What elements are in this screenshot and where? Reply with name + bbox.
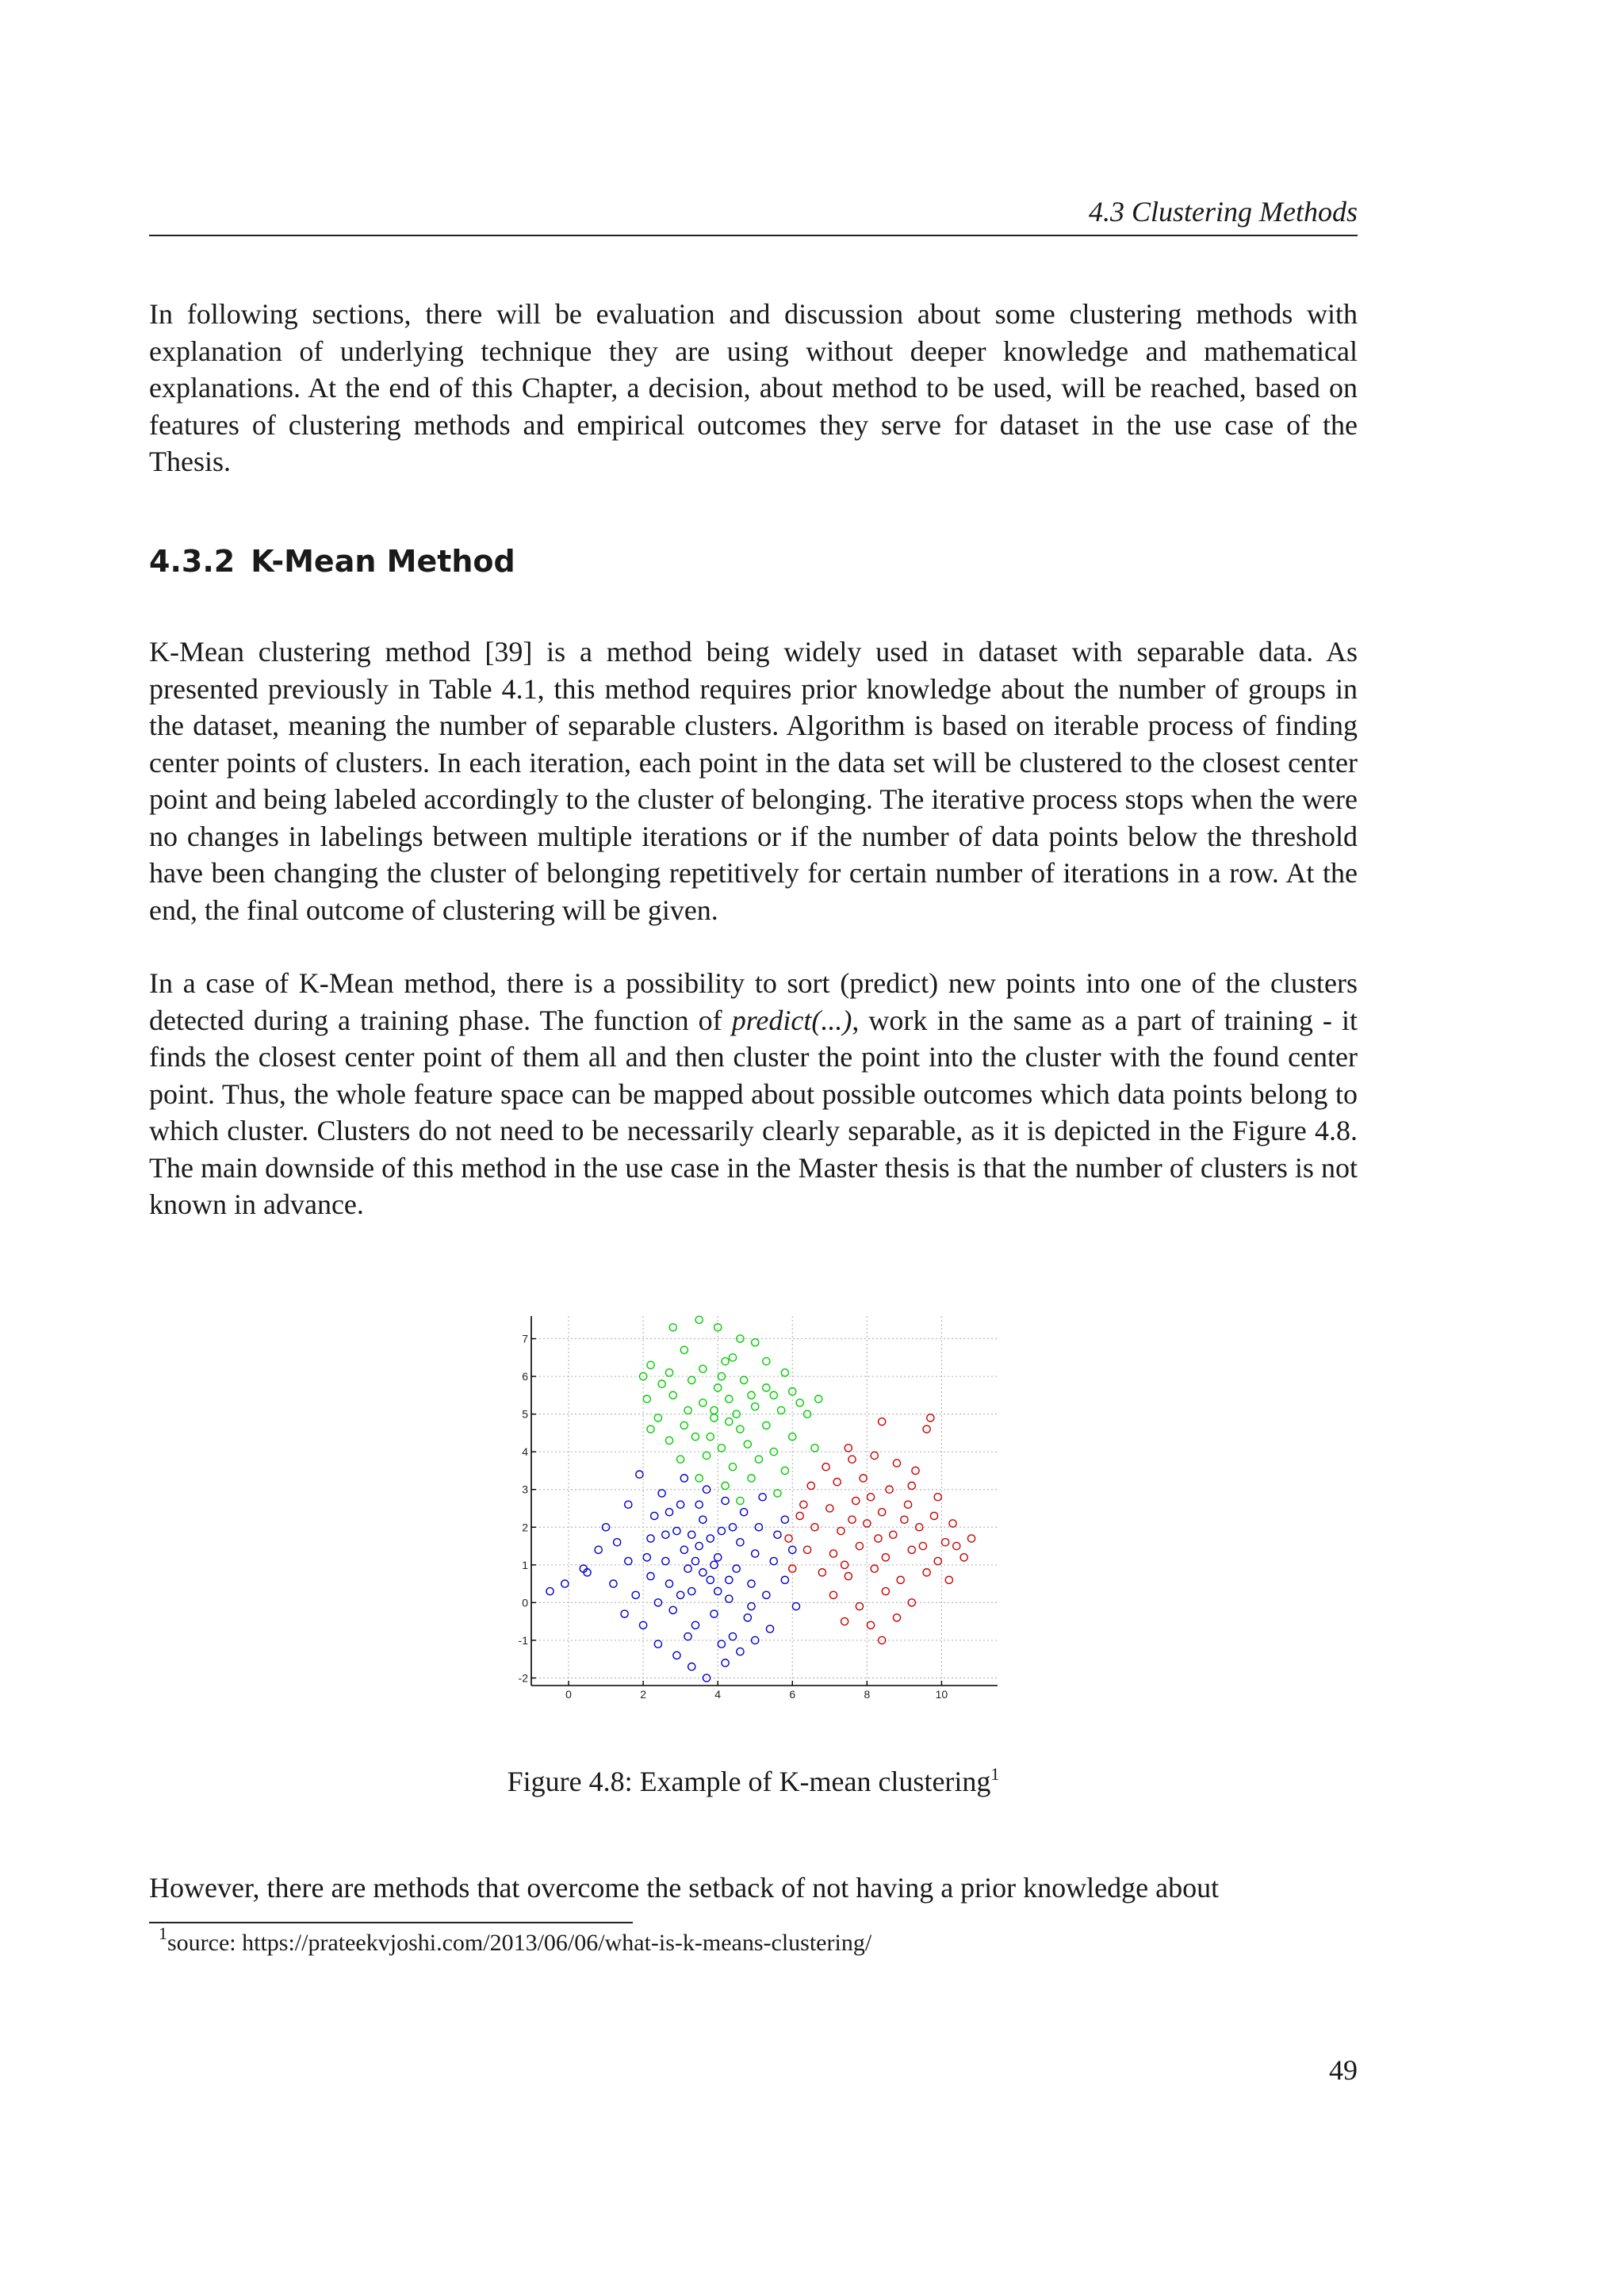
x-tick-label: 0 — [565, 1688, 572, 1698]
y-tick-label: 2 — [522, 1521, 528, 1534]
kmeans-scatter-plot — [514, 1310, 1012, 1698]
x-tick-label: 2 — [640, 1688, 647, 1698]
function-name: predict(...) — [731, 1004, 852, 1036]
y-tick-label: 1 — [522, 1558, 528, 1571]
header-rule — [149, 235, 1358, 236]
paragraph-text: In a case of K-Mean method, there is a possibility to sort (predict) new points into one of the clusters detected during a training phase. The function of — [149, 967, 1358, 1036]
footnote-rule — [149, 1922, 633, 1923]
page-number: 49 — [1329, 2054, 1358, 2086]
running-header: 4.3 Clustering Methods — [1089, 196, 1358, 228]
y-tick-label: -1 — [518, 1633, 528, 1647]
caption-text: Figure 4.8: Example of K-mean clustering — [507, 1766, 991, 1797]
y-tick-label: 5 — [522, 1407, 528, 1421]
footnote-text: source: https://prateekvjoshi.com/2013/06/06/what-is-k-means-clustering/ — [167, 1930, 872, 1956]
figure-caption — [149, 1765, 1358, 1798]
intro-paragraph: In following sections, there will be evaluation and discussion about some clustering methods with explanation of underlying technique they are using without deeper knowledge and mathematical explanations. At the end of this Chapter, a decision, about method to be used, will be reached, based on features of clustering methods and empirical outcomes they serve for dataset in the use case of the Thesis. — [149, 298, 1358, 477]
body-paragraph-1: K-Mean clustering method [39] is a method being widely used in dataset with separable data. As presented previously in Table 4.1, this method requires prior knowledge about the number of groups in the dataset, meaning the number of separable clusters. Algorithm is based on iterable process of finding center points of clusters. In each iteration, each point in the data set will be clustered to the closest center point and being labeled accordingly to the cluster of belonging. The iterative process stops when the were no changes in labelings between multiple iterations or if the number of data points below the threshold have been changing the cluster of belonging repetitively for certain number of iterations in a row. At the end, the final outcome of clustering will be given. — [149, 636, 1358, 926]
section-title: K-Mean Method — [251, 544, 515, 579]
x-tick-label: 4 — [714, 1688, 722, 1698]
y-tick-label: -2 — [518, 1671, 528, 1685]
footnote-mark: 1 — [159, 1923, 167, 1943]
y-tick-label: 3 — [522, 1483, 528, 1496]
y-tick-label: 6 — [522, 1370, 528, 1383]
body-paragraph-3: However, there are methods that overcome the setback of not having a prior knowledge about — [149, 1872, 1220, 1904]
caption-footnote-ref: 1 — [990, 1764, 1000, 1784]
section-number: 4.3.2 — [149, 544, 236, 579]
body-paragraph-2 — [149, 965, 1358, 1223]
y-tick-label: 7 — [522, 1332, 528, 1345]
section-heading — [149, 544, 515, 579]
paragraph-text: , work in the same as a part of training - it finds the closest center point of them all and then cluster the point into the cluster with the found center point. Thus, the whole feature space can be mapped about possible outcomes which data points belong to which cluster. Clusters do not need to be necessarily clearly separable, as it is depicted in the Figure 4.8. The main downside of this method in the use case in the Master thesis is that the number of clusters is not known in advance. — [149, 1004, 1358, 1220]
x-tick-label: 6 — [789, 1688, 796, 1698]
footnote — [159, 1923, 872, 1957]
x-tick-label: 10 — [935, 1688, 948, 1698]
x-tick-label: 8 — [864, 1688, 871, 1698]
y-tick-label: 0 — [522, 1596, 528, 1609]
y-tick-label: 4 — [522, 1445, 528, 1459]
